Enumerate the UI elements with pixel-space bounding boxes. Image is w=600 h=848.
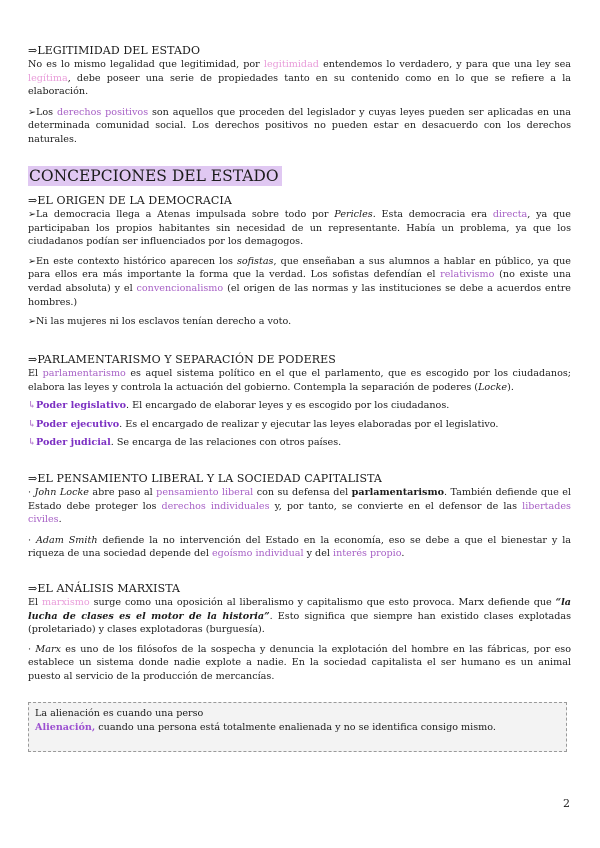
text: . [401,548,405,560]
poder-desc: . El encargado de elaborar leyes y es escogido por los ciudadanos. [126,400,450,412]
italic-name: Pericles [334,209,373,220]
poder-name: Poder judicial [36,437,111,449]
text: y, por tanto, se convierte en el defensor de las [269,500,523,512]
text: · [28,487,35,498]
text: son aquellos que proceden del legislador y cuyas leyes pueden ser aplicadas en una determinada comunidad social. Los derechos positivos no pueden estar en desacuerdo con los derechos naturales. [28,106,571,145]
text: · [28,643,36,655]
section-parlamentarismo [28,353,571,450]
text: defiende la no intervención del Estado en la economía, eso se debe a que el bienestar y la riqueza de una sociedad depende del [28,534,571,560]
italic-name: sofistas [236,255,274,267]
poder-desc: . Es el encargado de realizar y ejecutar las leyes elaboradas por el legislativo. [119,418,499,430]
bold-term: parlamentarismo [351,487,445,498]
highlight-term: convencionalismo [136,282,224,294]
main-title-wrap [28,166,571,186]
text: cuando una persona está totalmente enalienada y no se identifica consigo mismo. [95,721,496,733]
text: El [28,368,43,379]
text: . Esta democracia era [372,209,493,220]
highlight-term: parlamentarismo [42,368,126,379]
poder-desc: . Se encarga de las relaciones con otros países. [110,437,342,449]
text: El [28,597,42,608]
poder-name: Poder legislativo [36,400,127,412]
highlight-term: interés propio [333,548,402,560]
paragraph [28,255,571,309]
highlight-term: derechos individuales [161,500,270,512]
highlight-term: directa [492,209,528,220]
text: surge como una oposición al liberalismo y capitalismo que esto provoca. Marx defiende que [89,597,556,608]
highlight-term: legítima [28,72,68,84]
arrow-icon: ↳ [28,437,37,449]
section-heading: ⇒EL PENSAMIENTO LIBERAL Y LA SOCIEDAD CAPITALISTA [28,472,382,485]
section-heading: ⇒PARLAMENTARISMO Y SEPARACIÓN DE PODERES [28,353,336,366]
paragraph [28,106,571,147]
poder-item [28,399,571,413]
text: , debe poseer una serie de propiedades tanto en su contenido como en lo que se refiere a la elaboración. [28,72,571,98]
main-title: CONCEPCIONES DEL ESTADO [28,166,282,186]
highlight-term: marxismo [41,597,90,608]
text: · [28,534,36,546]
arrow-icon: ↳ [28,400,37,412]
italic-name: Locke [478,381,508,393]
highlight-term: relativismo [440,269,495,281]
poder-name: Poder ejecutivo [36,418,120,430]
text: ). [507,381,514,393]
text: ➢En este contexto histórico aparecen los [28,255,237,267]
text: ➢Los [28,106,57,118]
poder-item [28,418,571,432]
section-legitimidad [28,44,571,147]
paragraph [28,534,571,561]
section-liberal [28,472,571,561]
text: (el origen de las normas y las instituciones se debe a acuerdos entre hombres.) [28,282,571,308]
section-heading: ⇒EL ORIGEN DE LA DEMOCRACIA [28,194,232,207]
paragraph [28,208,571,249]
note-line [35,721,566,735]
arrow-icon: ↳ [28,418,37,430]
paragraph [28,596,571,637]
text: es aquel sistema político en el que el parlamento, que es escogido por los ciudadanos; elabora las leyes y controla la actuación del gobierno. Contempla la separación de poderes ( [28,368,571,393]
note-box [28,702,567,752]
text: (no existe una verdad absoluta) y el [28,269,571,294]
highlight-term: legitimidad [263,59,319,70]
poder-item [28,436,571,450]
text: y del [303,548,333,560]
note-line: La alienación es cuando una perso [35,708,204,719]
text: . Esto significa que siempre han existido clases explotadas (proletariado) y clases explotadoras (burguesía). [28,610,571,636]
paragraph [28,486,571,527]
note-term: Alienación, [35,721,96,733]
highlight-term: pensamiento liberal [156,487,254,498]
italic-name: Marx [35,643,61,655]
highlight-term: libertades civiles [28,500,571,526]
section-democracia [28,194,571,329]
highlight-term: derechos positivos [56,106,149,118]
text: . [58,514,62,526]
section-marxista [28,582,571,684]
section-heading: ⇒LEGITIMIDAD DEL ESTADO [28,44,201,57]
text: entendemos lo verdadero, y para que una ley sea [318,59,571,70]
quote: “la lucha de clases es el motor de la historia” [28,597,571,622]
paragraph [28,58,571,99]
text: es uno de los filósofos de la sospecha y denuncia la explotación del hombre en las fábricas, por eso establece un sistema donde nadie explote a nadie. En la sociedad capitalista el ser humano es un animal puesto al servicio de la producción de mercancías. [28,643,572,682]
paragraph [28,367,571,394]
text: , ya que participaban los propios habitantes sin necesidad de un representante. Había un problema, ya que los ciudadanos podían ser influenciados por los demagogos. [28,209,571,248]
text: . También defiende que el Estado debe proteger los [28,487,571,512]
section-heading: ⇒EL ANÁLISIS MARXISTA [28,582,181,595]
paragraph: ➢Ni las mujeres ni los esclavos tenían derecho a voto. [28,316,292,328]
text: , que enseñaban a sus alumnos a hablar en público, ya que para ellos era más importante la forma que la verdad. Los sofistas defendían el [28,255,571,281]
text: abre paso al [88,487,157,498]
italic-name: John Locke [34,487,89,498]
paragraph [28,643,571,684]
italic-name: Adam Smith [35,534,98,546]
page-number: 2 [563,797,570,810]
highlight-term: egoísmo individual [211,548,304,560]
text: ➢La democracia llega a Atenas impulsada sobre todo por [28,209,335,220]
text: No es lo mismo legalidad que legitimidad, por [28,59,264,70]
text: con su defensa del [253,487,352,498]
